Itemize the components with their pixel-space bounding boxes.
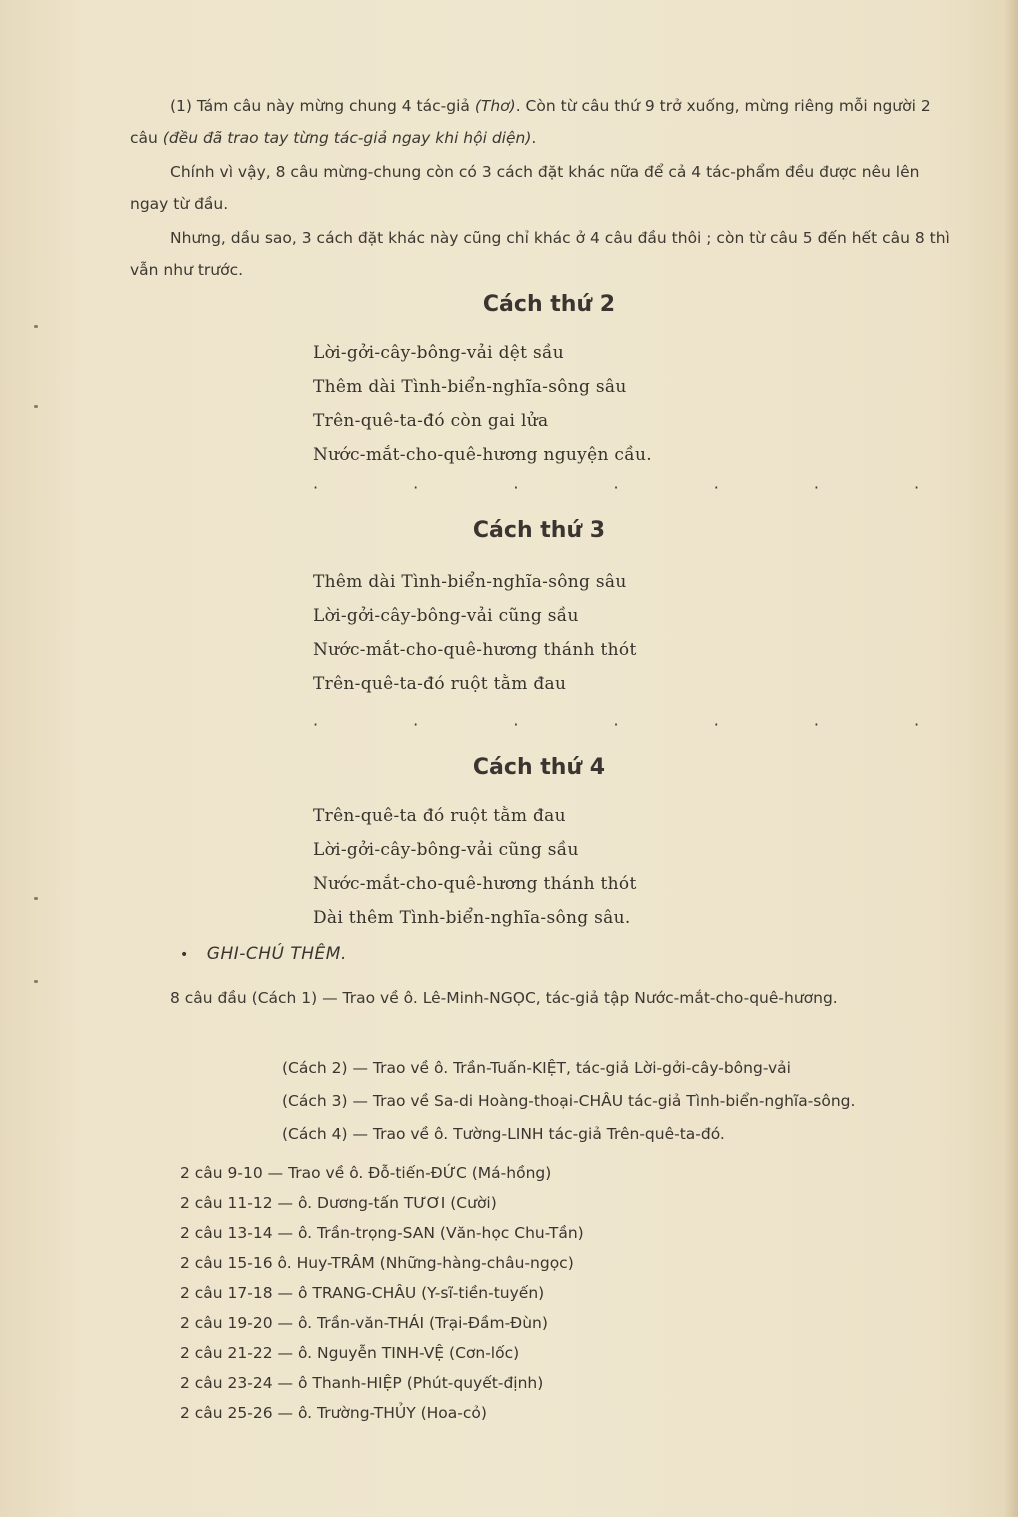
pair-line: 2 câu 17-18 — ô TRANG-CHÂU (Y-sĩ-tiền-tuyến) bbox=[180, 1284, 545, 1302]
verse-line: Nước-mắt-cho-quê-hương nguyện cầu. bbox=[313, 445, 652, 465]
notes-heading-text: GHI-CHÚ THÊM. bbox=[206, 944, 347, 964]
footnote-paragraph-1 bbox=[130, 90, 960, 154]
notes-intro: 8 câu đầu (Cách 1) — Trao về ô. Lê-Minh-NGỌC, tác-giả tập Nước-mắt-cho-quê-hương. bbox=[170, 989, 838, 1007]
pair-line: 2 câu 21-22 — ô. Nguyễn TINH-VỆ (Cơn-lốc) bbox=[180, 1344, 520, 1362]
paper-speck bbox=[34, 405, 38, 408]
footnote-text: ; còn từ câu 5 đến hết câu 8 thì vẫn như trước. bbox=[130, 229, 950, 279]
verse-line: Trên-quê-ta đó ruột tằm đau bbox=[313, 806, 566, 826]
footnote-paragraph-3 bbox=[130, 222, 960, 286]
footnote-italic: (đều đã trao tay từng tác-giả ngay khi hội diện) bbox=[162, 129, 532, 147]
credit-line: (Cách 3) — Trao về Sa-di Hoàng-thoại-CHÂU tác-giả Tình-biển-nghĩa-sông. bbox=[282, 1092, 856, 1110]
pair-line: 2 câu 11-12 — ô. Dương-tấn TƯƠI (Cười) bbox=[180, 1194, 497, 1212]
footnote-text: . Còn từ câu thứ 9 trở xuống, mừng riêng mỗi người 2 câu bbox=[130, 97, 931, 147]
footnote-tho: (Thơ) bbox=[474, 97, 516, 115]
pair-line: 2 câu 13-14 — ô. Trần-trọng-SAN (Văn-học Chu-Tần) bbox=[180, 1224, 584, 1242]
verse-line: Nước-mắt-cho-quê-hương thánh thót bbox=[313, 640, 637, 660]
pair-line: 2 câu 23-24 — ô Thanh-HIỆP (Phút-quyết-định) bbox=[180, 1374, 544, 1392]
verse-line: Lời-gởi-cây-bông-vải cũng sầu bbox=[313, 840, 579, 860]
paper-speck bbox=[34, 980, 38, 983]
verse-line: Nước-mắt-cho-quê-hương thánh thót bbox=[313, 874, 637, 894]
ellipsis-dots: · · · · · · · bbox=[313, 715, 965, 734]
footnote-text: Nhưng, dầu sao, 3 cách đặt khác này cũng chỉ khác ở 4 câu đầu thôi bbox=[170, 229, 702, 247]
verse-line: Trên-quê-ta-đó ruột tằm đau bbox=[313, 674, 567, 694]
verse-line: Thêm dài Tình-biển-nghĩa-sông sâu bbox=[313, 377, 627, 397]
pair-line: 2 câu 19-20 — ô. Trần-văn-THÁI (Trại-Đầm-Đùn) bbox=[180, 1314, 548, 1332]
verse-line: Dài thêm Tình-biển-nghĩa-sông sâu. bbox=[313, 908, 631, 928]
footnote-text: . bbox=[531, 129, 537, 147]
paper-speck bbox=[34, 897, 38, 900]
pair-line: 2 câu 9-10 — Trao về ô. Đỗ-tiến-ĐỨC (Má-hồng) bbox=[180, 1164, 552, 1182]
pair-line: 2 câu 15-16 ô. Huy-TRÂM (Những-hàng-châu-ngọc) bbox=[180, 1254, 574, 1272]
pairs-list bbox=[180, 1158, 584, 1428]
verse-line: Lời-gởi-cây-bông-vải cũng sầu bbox=[313, 606, 579, 626]
pair-line: 2 câu 25-26 — ô. Trường-THỦY (Hoa-cỏ) bbox=[180, 1404, 487, 1422]
notes-heading bbox=[180, 944, 347, 964]
credit-line: (Cách 2) — Trao về ô. Trần-Tuấn-KIỆT, tác-giả Lời-gởi-cây-bông-vải bbox=[282, 1059, 791, 1077]
verse-line: Lời-gởi-cây-bông-vải dệt sầu bbox=[313, 343, 564, 363]
ellipsis-dots: · · · · · · · bbox=[313, 478, 965, 497]
verse-line: Trên-quê-ta-đó còn gai lửa bbox=[313, 411, 549, 431]
section-title: Cách thứ 2 bbox=[482, 292, 616, 317]
verse-block bbox=[313, 799, 637, 935]
credits-list bbox=[282, 1052, 855, 1151]
verse-block bbox=[313, 336, 652, 472]
verse-block bbox=[313, 565, 637, 701]
footnote-paragraph-2: Chính vì vậy, 8 câu mừng-chung còn có 3 cách đặt khác nữa để cả 4 tác-phẩm đều được nêu lên ngay từ đầu. bbox=[130, 163, 920, 213]
footnote-text: (1) Tám câu này mừng chung 4 tác-giả bbox=[170, 97, 475, 115]
credit-line: (Cách 4) — Trao về ô. Tường-LINH tác-giả Trên-quê-ta-đó. bbox=[282, 1125, 725, 1143]
section-title: Cách thứ 3 bbox=[472, 518, 606, 543]
section-title: Cách thứ 4 bbox=[472, 755, 606, 780]
paper-speck bbox=[34, 325, 38, 328]
verse-line: Thêm dài Tình-biển-nghĩa-sông sâu bbox=[313, 572, 627, 592]
bullet-icon: • bbox=[180, 947, 189, 963]
